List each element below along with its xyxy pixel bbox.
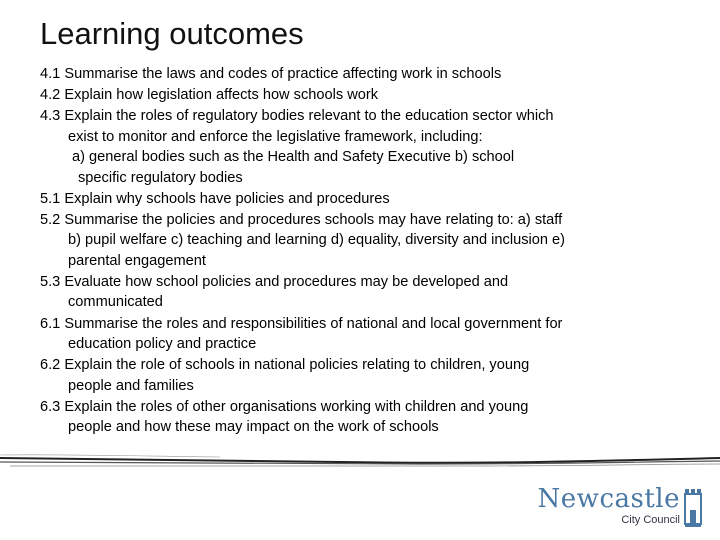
- newcastle-city-council-logo: [537, 484, 708, 530]
- logo-name: Newcastle: [537, 484, 680, 514]
- outcome-5-1: [40, 189, 680, 210]
- outcome-line: 6.1 Summarise the roles and responsibilities of national and local government for: [40, 315, 563, 332]
- outcome-4-3: [40, 106, 680, 188]
- outcome-line: 5.1 Explain why schools have policies and procedures: [40, 190, 390, 207]
- footer: [0, 452, 720, 540]
- outcome-line: 6.3 Explain the roles of other organisations working with children and young: [40, 398, 529, 415]
- outcome-5-2: [40, 210, 680, 272]
- outcome-4-1: [40, 64, 680, 85]
- outcome-line: a) general bodies such as the Health and Safety Executive b) school: [72, 149, 515, 166]
- castle-crest-icon: [682, 486, 704, 530]
- outcome-line: parental engagement: [68, 252, 206, 269]
- outcome-line: 5.3 Evaluate how school policies and procedures may be developed and: [40, 273, 509, 290]
- outcome-4-2: [40, 85, 680, 106]
- outcome-line: 4.2 Explain how legislation affects how schools work: [40, 87, 379, 104]
- outcome-6-3: [40, 397, 680, 438]
- outcome-line: communicated: [68, 294, 163, 311]
- outcome-5-3: [40, 272, 680, 313]
- outcome-line: people and families: [68, 377, 194, 394]
- outcome-line: specific regulatory bodies: [78, 169, 243, 186]
- learning-outcomes-list: [40, 64, 680, 438]
- outcome-6-1: [40, 314, 680, 355]
- outcome-line: 5.2 Summarise the policies and procedures schools may have relating to: a) staff: [40, 211, 563, 228]
- outcome-line: education policy and practice: [68, 336, 257, 353]
- outcome-line: people and how these may impact on the work of schools: [68, 419, 439, 436]
- page-title: Learning outcomes: [40, 16, 304, 51]
- outcome-line: 6.2 Explain the role of schools in national policies relating to children, young: [40, 357, 530, 374]
- outcome-line: b) pupil welfare c) teaching and learning d) equality, diversity and inclusion e): [68, 232, 565, 249]
- logo-subtitle: City Council: [621, 514, 680, 526]
- outcome-line: 4.3 Explain the roles of regulatory bodies relevant to the education sector which: [40, 108, 554, 125]
- outcome-line: 4.1 Summarise the laws and codes of practice affecting work in schools: [40, 66, 502, 82]
- outcome-line: exist to monitor and enforce the legislative framework, including:: [68, 128, 483, 145]
- outcome-6-2: [40, 355, 680, 396]
